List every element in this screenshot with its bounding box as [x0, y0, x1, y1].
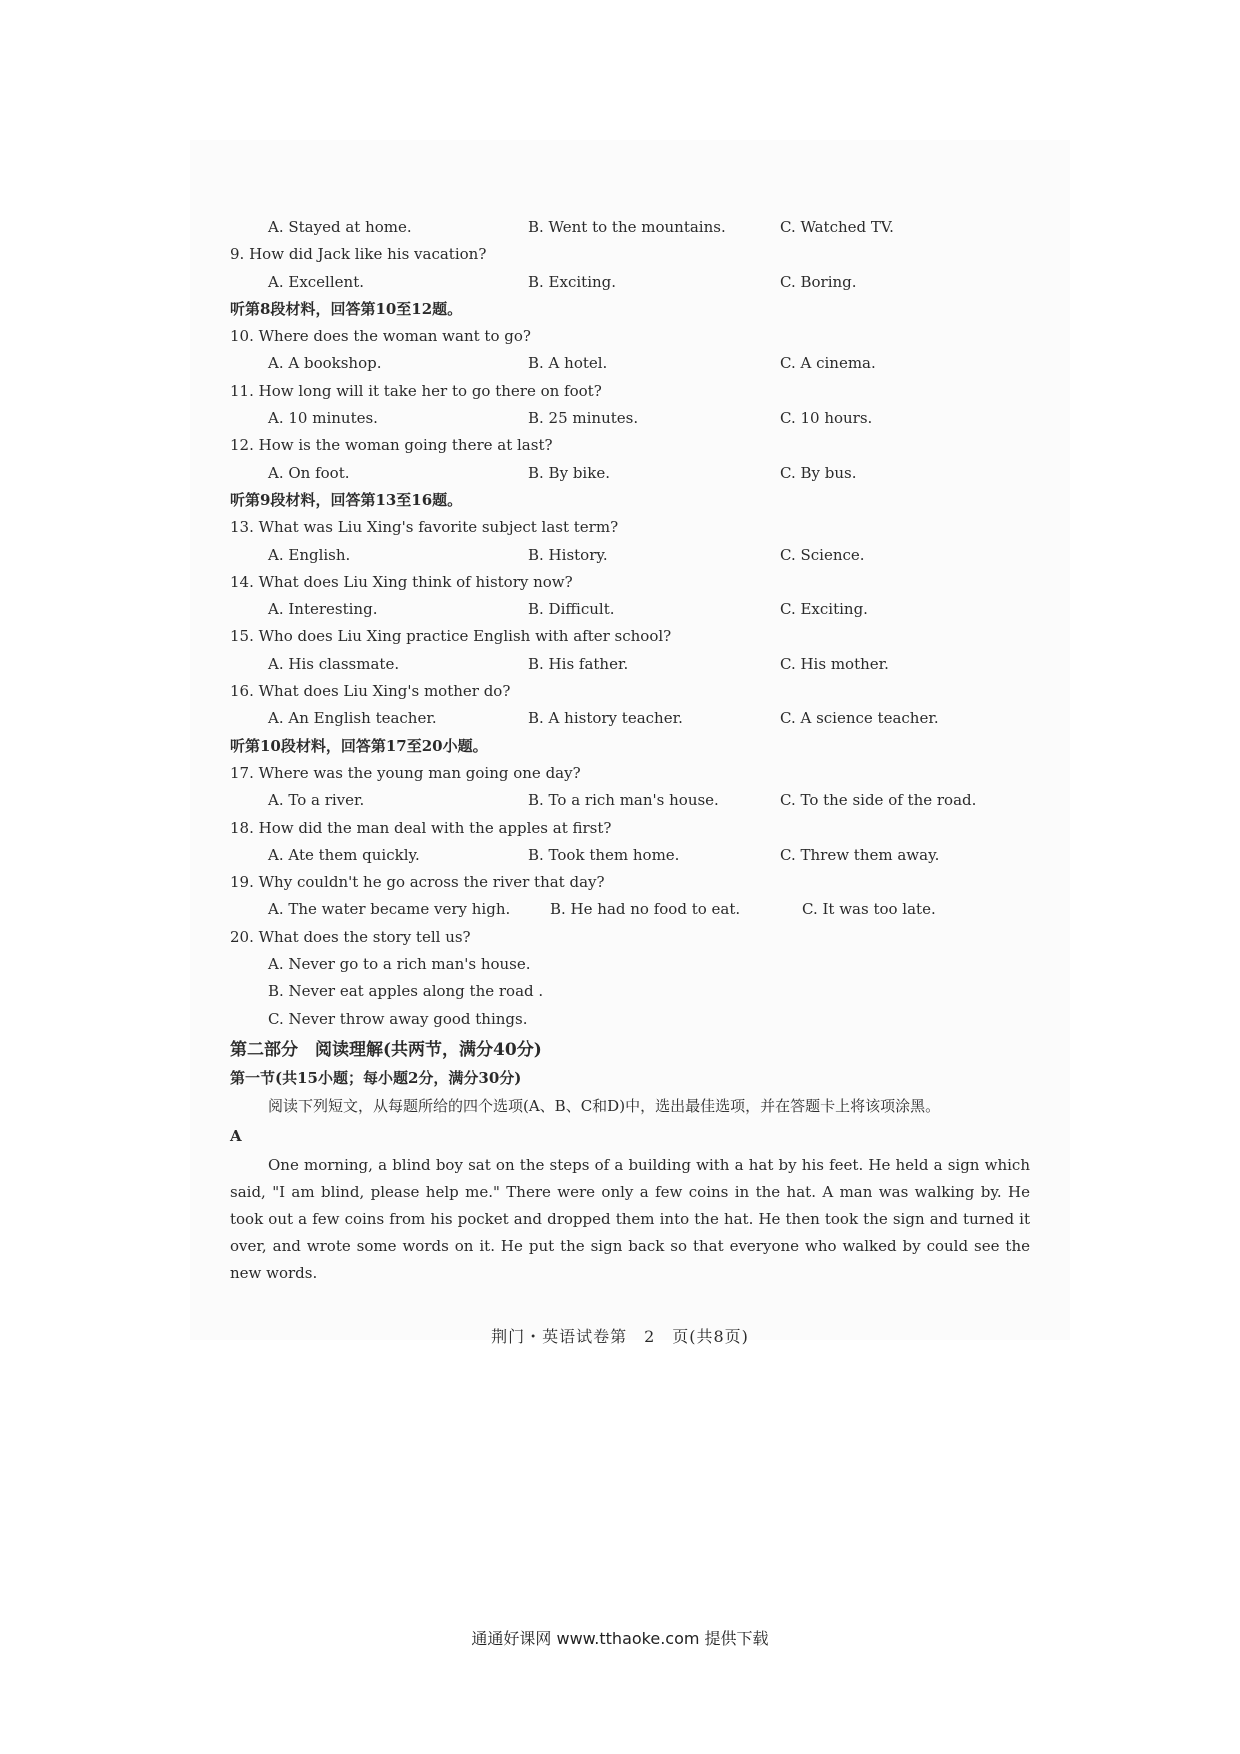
reading-instructions: 阅读下列短文，从每题所给的四个选项(A、B、C和D)中，选出最佳选项，并在答题卡上将该项涂黑。 — [268, 1097, 941, 1116]
option-b: B. Took them home. — [528, 845, 680, 864]
question-20-option-b: B. Never eat apples along the road . — [268, 982, 544, 1001]
question-20 — [230, 924, 1030, 951]
option-c: C. Science. — [780, 545, 865, 564]
option-c: C. Boring. — [780, 272, 857, 291]
option-a: A. Stayed at home. — [268, 218, 412, 236]
question-18 — [230, 815, 1030, 842]
option-c: C. 10 hours. — [780, 409, 873, 428]
question-10 — [230, 323, 1030, 350]
option-a: A. Excellent. — [268, 272, 364, 291]
option-a: A. A bookshop. — [268, 354, 382, 373]
option-b: B. 25 minutes. — [528, 409, 639, 428]
passage-label: A — [230, 1127, 242, 1146]
question-number: 14. — [230, 572, 254, 591]
option-b: B. His father. — [528, 654, 629, 673]
option-c: C. By bus. — [780, 463, 857, 482]
option-c: C. Exciting. — [780, 600, 868, 619]
question-text: How is the woman going there at last? — [258, 436, 553, 455]
question-number: 9. — [230, 245, 245, 264]
question-20-option-a: A. Never go to a rich man's house. — [268, 955, 531, 974]
question-12 — [230, 432, 1030, 459]
section-one-heading: 第一节(共15小题；每小题2分，满分30分) — [230, 1068, 522, 1087]
question-text: How did Jack like his vacation? — [249, 245, 487, 264]
question-18-options — [230, 842, 1030, 869]
question-15 — [230, 623, 1030, 650]
question-text: What does the story tell us? — [258, 927, 471, 946]
option-b: B. A hotel. — [528, 354, 608, 373]
option-b: B. History. — [528, 545, 608, 564]
question-number: 20. — [230, 927, 254, 946]
question-text: How did the man deal with the apples at first? — [258, 818, 612, 837]
question-number: 18. — [230, 818, 254, 837]
question-number: 15. — [230, 627, 254, 646]
question-number: 16. — [230, 682, 254, 701]
question-number: 10. — [230, 327, 254, 346]
question-19-options — [230, 896, 1030, 923]
option-a: A. Ate them quickly. — [268, 845, 420, 864]
question-text: Why couldn't he go across the river that day? — [258, 873, 605, 892]
question-17-options — [230, 787, 1030, 814]
question-number: 17. — [230, 763, 254, 782]
option-a: A. An English teacher. — [268, 709, 437, 728]
question-17 — [230, 760, 1030, 787]
option-c: C. His mother. — [780, 654, 889, 673]
question-11-options — [230, 405, 1030, 432]
question-text: How long will it take her to go there on foot? — [258, 381, 602, 400]
question-text: Who does Liu Xing practice English with after school? — [258, 627, 672, 646]
question-text: What does Liu Xing think of history now? — [258, 572, 573, 591]
question-9 — [230, 241, 1030, 268]
question-12-options — [230, 460, 1030, 487]
download-credit: 通通好课网 www.tthaoke.com 提供下载 — [471, 1629, 769, 1648]
question-9-options — [230, 269, 1030, 296]
option-a: A. To a river. — [268, 791, 365, 810]
question-10-options — [230, 350, 1030, 377]
question-13 — [230, 514, 1030, 541]
option-c: C. Watched TV. — [780, 218, 894, 236]
option-a: A. English. — [268, 545, 351, 564]
option-a: A. On foot. — [268, 463, 350, 482]
listening-instruction-9: 听第9段材料，回答第13至16题。 — [230, 490, 463, 509]
question-13-options — [230, 542, 1030, 569]
question-16-options — [230, 705, 1030, 732]
option-b: B. Difficult. — [528, 600, 615, 619]
question-number: 11. — [230, 381, 254, 400]
question-text: What does Liu Xing's mother do? — [258, 682, 511, 701]
option-a: A. Interesting. — [268, 600, 378, 619]
passage-a-text: One morning, a blind boy sat on the steps of a building with a hat by his feet. He held a sign which said, "I am blind, please help me." There were only a few coins in the hat. A man was walking by. He took out a few coins from his pocket and dropped them into the hat. He then took the sign and turned it over, and wrote some words on it. He put the sign back so that everyone who walked by could see the new words. — [230, 1156, 1030, 1283]
question-number: 12. — [230, 436, 254, 455]
question-text: Where does the woman want to go? — [258, 327, 531, 346]
option-c: C. To the side of the road. — [780, 791, 977, 810]
question-14-options — [230, 596, 1030, 623]
question-15-options — [230, 651, 1030, 678]
question-number: 19. — [230, 873, 254, 892]
question-8-options — [230, 214, 1030, 241]
option-c: C. A science teacher. — [780, 709, 939, 728]
question-number: 13. — [230, 518, 254, 537]
question-14 — [230, 569, 1030, 596]
option-b: B. He had no food to eat. — [550, 900, 741, 919]
question-16 — [230, 678, 1030, 705]
question-11 — [230, 378, 1030, 405]
option-a: A. The water became very high. — [268, 900, 511, 919]
listening-instruction-8: 听第8段材料，回答第10至12题。 — [230, 299, 463, 318]
exam-content — [230, 214, 1030, 1287]
option-b: B. A history teacher. — [528, 709, 683, 728]
question-20-option-c: C. Never throw away good things. — [268, 1009, 528, 1028]
option-a: A. 10 minutes. — [268, 409, 378, 428]
listening-instruction-10: 听第10段材料，回答第17至20小题。 — [230, 736, 488, 755]
option-a: A. His classmate. — [268, 654, 400, 673]
question-text: What was Liu Xing's favorite subject last term? — [258, 518, 619, 537]
option-c: C. A cinema. — [780, 354, 876, 373]
part-two-heading: 第二部分 阅读理解(共两节，满分40分) — [230, 1039, 542, 1060]
option-b: B. By bike. — [528, 463, 610, 482]
page-footer: 荆门・英语试卷第 2 页(共8页) — [491, 1327, 749, 1346]
option-b: B. To a rich man's house. — [528, 791, 719, 810]
option-b: B. Went to the mountains. — [528, 218, 726, 236]
option-b: B. Exciting. — [528, 272, 617, 291]
question-text: Where was the young man going one day? — [258, 763, 581, 782]
question-19 — [230, 869, 1030, 896]
option-c: C. Threw them away. — [780, 845, 940, 864]
option-c: C. It was too late. — [802, 900, 936, 919]
